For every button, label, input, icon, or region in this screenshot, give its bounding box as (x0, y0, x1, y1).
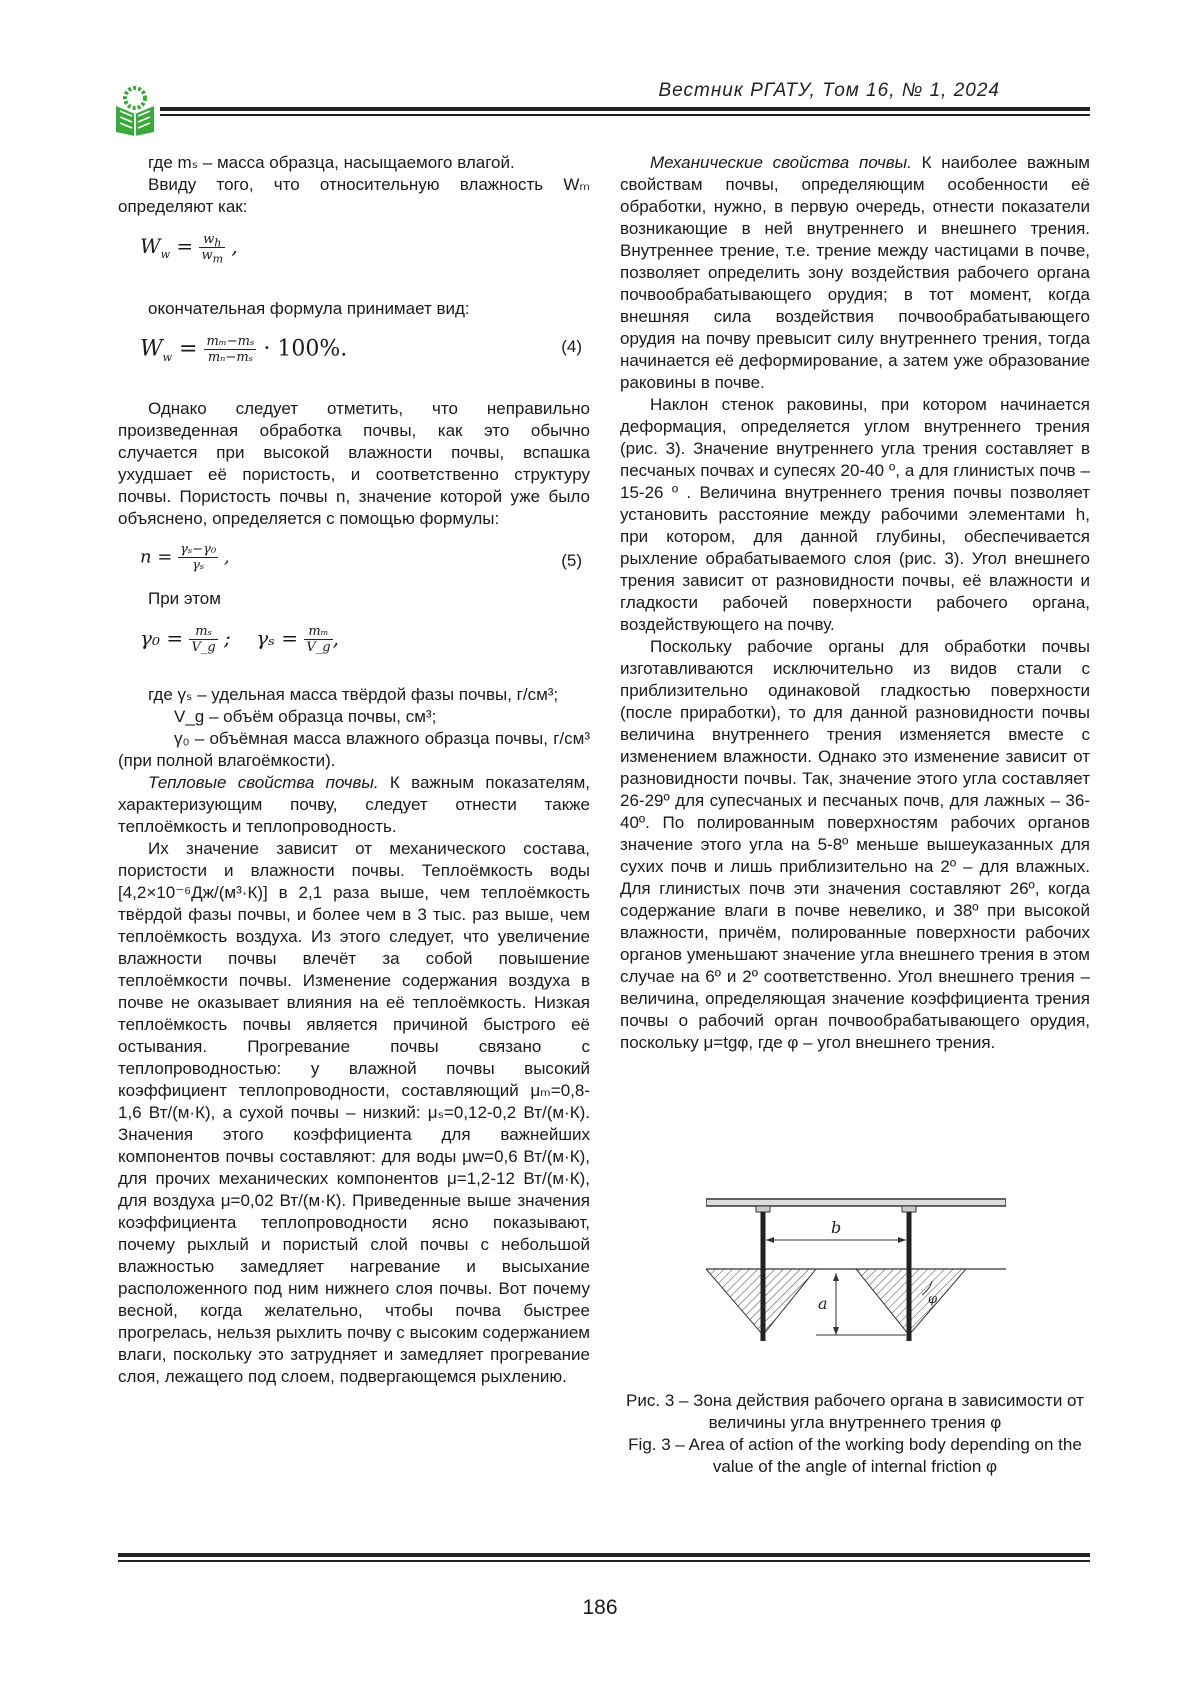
figure-caption (620, 1390, 1090, 1478)
section-title: Тепловые свойства почвы. (148, 773, 379, 792)
caption-en: Fig. 3 – Area of action of the working body depending on the value of the angle of internal friction φ (628, 1435, 1082, 1476)
paragraph: окончательная формула принимает вид: (148, 299, 470, 318)
caption-ru: Рис. 3 – Зона действия рабочего органа в зависимости от величины угла внутреннего трения φ (626, 1391, 1084, 1432)
paragraph: Механические свойства почвы. К наиболее важным свойствам почвы, определяющим особенности её обработки, нужно, в первую очередь, отнести показатели возникающие в ней внутреннего и внешнего трения. Внутреннее трение, т.е. трение между частицами в почве, позволяет определить зону воздействия рабочего органа почвообрабатывающего орудия; в тот момент, когда внешняя сила воздействия почвообрабатывающего орудия на почву превысит силу внутреннего трения, тогда начинается её деформирование, а затем уже образование раковины в почве. (620, 153, 1090, 392)
figure-3-diagram (706, 1185, 1006, 1363)
paragraph: Тепловые свойства почвы. К важным показателям, характеризующим почву, следует отнести также теплоёмкость и теплопроводность. (118, 773, 590, 836)
formula-4: $W_w$ = $\frac{\text{mₘ−mₛ}}{\text{mₙ−mₛ}}$ · 100%. (4) (140, 334, 582, 365)
label-b: b (831, 1218, 842, 1237)
paragraph: При этом (148, 589, 221, 608)
left-column (118, 152, 590, 1388)
formula-lhs: W (140, 234, 161, 258)
paragraph: Поскольку рабочие органы для обработки почвы изготавливаются исключительно из видов стали с приблизительно одинаковой гладкостью поверхности (после приработки), то для данной разновидности почвы величина внутреннего трения изменяется вместе с изменением влажности. Однако это изменение зависит от разновидности почвы. Так, значение этого угла составляет 26-29º для супесчаных и песчаных почв, для лажных – 36-40º. По полированным поверхностям рабочих органов значение этого угла на 5-8º меньше вышеуказанных для сухих почв и лишь приблизительно на 2º – для влажных. Для глинистых почв эти значения составляют 26º, когда содержание влаги в почве невелико, и 38º при высокой влажности, причём, полированные поверхности рабочих органов уменьшают значение угла внешнего трения в этом случае на 6º и 2º соответственно. Угол внешнего трения – величина, определяющая значение коэффициента трения почвы о рабочий орган почвообрабатывающего орудия, поскольку μ=tgφ, где φ – угол внешнего трения. (620, 637, 1090, 1052)
footer-rule (118, 1553, 1090, 1557)
journal-logo (112, 84, 158, 136)
frame-beam (706, 1199, 1006, 1206)
paragraph: γ₀ – объёмная масса влажного образца почвы, г/см³ (при полной влагоёмкости). (118, 729, 590, 770)
equation-number: (4) (561, 337, 582, 356)
paragraph: где γₛ – удельная масса твёрдой фазы почвы, г/см³; (148, 685, 559, 704)
fraction: $\frac{\text{mₛ}}{V\_g}$ (191, 624, 216, 655)
formula-ww-ratio: $W_w$ = $\frac{w_h}{w_m}$ , (140, 232, 238, 266)
fraction: $\frac{w_h}{w_m}$ (201, 232, 224, 266)
section-title: Механические свойства почвы. (650, 153, 912, 172)
header-rule-thin (160, 114, 1090, 116)
clamp (902, 1206, 916, 1212)
paragraph: Их значение зависит от механического состава, пористости и влажности почвы. Теплоёмкость воды [4,2×10⁻⁶Дж/(м³·К)] в 2,1 раза выше, чем теплоёмкость твёрдой фазы почвы, и более чем в 3 тыс. раз выше, чем теплоёмкость воздуха. Из этого следует, что увеличение влажности почвы влечёт за собой повышение теплоёмкости почвы. Изменение содержания воздуха в почве не оказывает влияния на её теплоёмкость. Низкая теплоёмкость почвы является причиной быстрого её остывания. Прогревание почвы связано с теплопроводностью: у влажной почвы высокий коэффициент теплопроводности, составляющий μₘ=0,8-1,6 Вт/(м·К), а сухой почвы – низкий: μₛ=0,12-0,2 Вт/(м·К). Значения этого коэффициента для важнейших компонентов почвы составляют: для воды μw=0,6 Вт/(м·К), для прочих механических компонентов μ=1,2-12 Вт/(м·К), для воздуха μ=0,02 Вт/(м·К). Приведенные выше значения коэффициента теплопроводности ясно показывают, почему рыхлый и пористый слой почвы с небольшой влажностью замедляет нагревание и высыхание расположенного под ним нижнего слоя почвы. Вот почему весной, когда желательно, чтобы почва быстрее прогрелась, нельзя рыхлить почву с высоким содержанием влаги, поскольку это затрудняет и замедляет прогревание слоя, лежащего под слоем, подвергающемся рыхлению. (118, 839, 590, 1386)
fraction: $\frac{\text{mₘ−mₛ}}{\text{mₙ−mₛ}}$ (206, 334, 255, 365)
label-phi: φ (928, 1292, 938, 1307)
clamp (756, 1206, 770, 1212)
paragraph: V_g – объём образца почвы, см³; (174, 707, 437, 726)
paragraph: Однако следует отметить, что неправильно произведенная обработка почвы, как это обычно случается при высокой влажности почвы, вспашка ухудшает её пористость, и соответственно структуру почвы. Пористость почвы n, значение которой уже было объяснено, определяется с помощью формулы: (118, 399, 590, 528)
fraction: $\frac{\text{mₘ}}{V\_g}$ (306, 624, 331, 655)
header-rule (160, 107, 1090, 111)
equation-number: (5) (561, 551, 582, 570)
paragraph: где mₛ – масса образца, насыщаемого влагой. (148, 153, 515, 172)
right-column (620, 152, 1090, 1054)
page-number: 186 (582, 1596, 618, 1619)
journal-title: Вестник РГАТУ, Том 16, № 1, 2024 (658, 80, 1000, 101)
label-a: a (818, 1294, 828, 1313)
footer-rule-thin (118, 1560, 1090, 1562)
formula-5: n = $\frac{\text{γₛ−γ₀}}{\text{γₛ}}$ , (5) (140, 542, 582, 573)
paragraph: Наклон стенок раковины, при котором начинается деформация, определяется углом внутреннего трения (рис. 3). Значение внутреннего угла трения составляет в песчаных почвах и супесях 20-40 º, а для глинистых почв – 15-26 º . Величина внутреннего трения почвы позволяет установить расстояние между рабочими элементами h, при котором, для данной глубины, обеспечивается рыхление обрабатываемого слоя (рис. 3). Угол внешнего трения зависит от разновидности почвы, её влажности и гладкости рабочей поверхности рабочего органа, воздействующего на почву. (620, 395, 1090, 634)
fraction: $\frac{\text{γₛ−γ₀}}{\text{γₛ}}$ (180, 542, 217, 573)
paragraph: Ввиду того, что относительную влажность Wₘ определяют как: (118, 175, 590, 216)
formula-gamma: γ₀ = $\frac{\text{mₛ}}{V\_g}$ ; γₛ = $\frac{\text{mₘ}}{V\_g}$ , (140, 624, 339, 655)
